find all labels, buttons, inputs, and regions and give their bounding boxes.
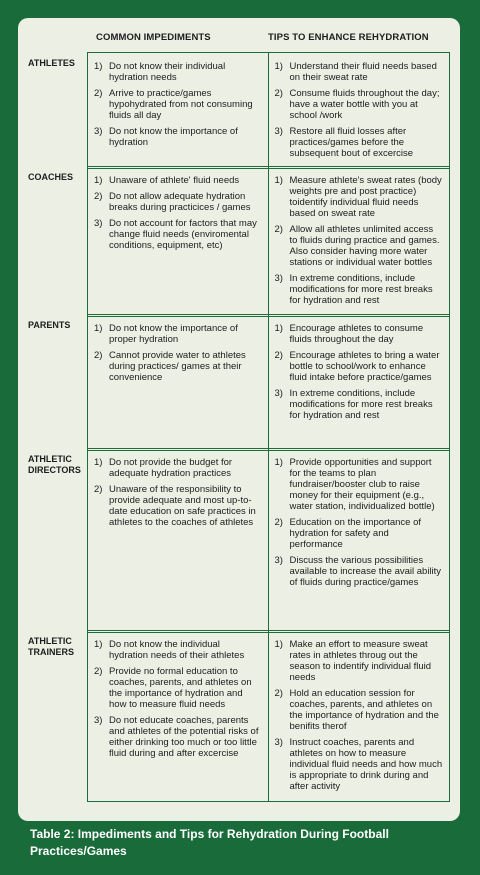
item-text: Do not know the importance of hydration [109, 126, 238, 148]
list-item [275, 737, 444, 792]
column-header-tips: TIPS TO ENHANCE REHYDRATION [268, 32, 429, 43]
table-card [18, 18, 460, 821]
table-row-athletic-directors [87, 448, 450, 633]
list-item [94, 61, 262, 83]
item-number: 1) [274, 639, 283, 650]
item-text: Unaware of the responsibility to provide adequate and most up-to-date education on safe practices in athletes to the coaches of athletes [109, 484, 256, 528]
item-number: 3) [94, 126, 103, 137]
item-text: Provide opportunities and support for the teams to plan fundraiser/booster club to raise money for their equipment (e.g., water station, individualized bottle) [289, 457, 435, 512]
item-number: 3) [94, 218, 103, 229]
item-text: Encourage athletes to bring a water bottle to school/work to enhance fluid intake before practice/games [289, 350, 440, 383]
row-label-coaches: COACHES [28, 172, 74, 182]
item-number: 2) [274, 688, 283, 699]
list-item [275, 273, 444, 306]
list-item [275, 88, 444, 121]
row-label-athletic-directors: ATHLETIC DIRECTORS [28, 454, 81, 475]
table-row-parents [87, 314, 450, 451]
item-number: 1) [274, 323, 283, 334]
item-number: 3) [94, 715, 103, 726]
item-number: 1) [94, 175, 103, 186]
tips-cell [269, 631, 450, 801]
table-row-athletes [87, 52, 450, 169]
item-text: Encourage athletes to consume fluids throughout the day [289, 323, 424, 345]
item-text: Discuss the various possibilities available to increase the avail ability of fluids during practice/games [289, 555, 442, 588]
item-number: 1) [274, 175, 283, 186]
item-number: 1) [94, 457, 103, 468]
list-item [275, 126, 444, 159]
item-number: 2) [274, 224, 283, 235]
item-text: Do not know their individual hydration needs [109, 61, 226, 83]
item-number: 2) [274, 350, 283, 361]
tips-cell [269, 315, 450, 450]
item-text: Understand their fluid needs based on their sweat rate [289, 61, 437, 83]
item-number: 3) [274, 126, 283, 137]
list-item [275, 688, 444, 732]
list-item [94, 715, 262, 759]
row-label-athletes: ATHLETES [28, 58, 75, 68]
item-number: 1) [94, 323, 103, 334]
list-item [94, 175, 262, 186]
item-number: 1) [274, 61, 283, 72]
item-number: 3) [274, 388, 283, 399]
item-text: Unaware of athlete' fluid needs [109, 175, 240, 186]
row-label-parents: PARENTS [28, 320, 71, 330]
item-text: In extreme conditions, include modifications for more rest breaks for hydration and rest [289, 388, 433, 421]
list-item [94, 323, 262, 345]
item-text: Education on the importance of hydration for safety and performance [289, 517, 422, 550]
item-number: 1) [274, 457, 283, 468]
item-number: 3) [274, 555, 283, 566]
impediments-cell [88, 53, 269, 168]
item-number: 1) [94, 61, 103, 72]
column-header-impediments: COMMON IMPEDIMENTS [96, 32, 211, 43]
impediments-cell [88, 631, 269, 801]
list-item [94, 126, 262, 148]
list-item [275, 350, 444, 383]
item-text: Do not provide the budget for adequate hydration practices [109, 457, 233, 479]
tips-cell [269, 449, 450, 632]
list-item [94, 191, 262, 213]
item-text: In extreme conditions, include modifications for more rest breaks for hydration and rest [289, 273, 433, 306]
table-caption: Table 2: Impediments and Tips for Rehydration During Football Practices/Games [30, 827, 389, 858]
list-item [275, 323, 444, 345]
list-item [275, 61, 444, 83]
impediments-cell [88, 167, 269, 316]
list-item [275, 457, 444, 512]
list-item [94, 639, 262, 661]
item-text: Do not account for factors that may change fluid needs (enviromental conditions, equipment, etc) [109, 218, 257, 251]
list-item [94, 350, 262, 383]
list-item [275, 517, 444, 550]
item-text: Cannot provide water to athletes during practices/ games at their convenience [109, 350, 246, 383]
item-number: 1) [94, 639, 103, 650]
list-item [94, 666, 262, 710]
impediments-cell [88, 315, 269, 450]
item-text: Do not know the individual hydration needs of their athletes [109, 639, 245, 661]
row-label-athletic-trainers: ATHLETIC TRAINERS [28, 636, 75, 657]
item-text: Do not allow adequate hydration breaks during practicices / games [109, 191, 251, 213]
list-item [275, 639, 444, 683]
list-item [94, 484, 262, 528]
impediments-cell [88, 449, 269, 632]
list-item [94, 457, 262, 479]
item-text: Consume fluids throughout the day; have a water bottle with you at school /work [289, 88, 440, 121]
item-number: 2) [274, 517, 283, 528]
table-row-coaches [87, 166, 450, 317]
item-text: Arrive to practice/games hypohydrated from not consuming fluids all day [109, 88, 253, 121]
item-text: Restore all fluid losses after practices/games before the subsequent bout of excercise [289, 126, 414, 159]
item-text: Instruct coaches, parents and athletes on how to measure individual fluid needs and how much is appropriate to drink during and after activity [289, 737, 443, 792]
item-number: 3) [274, 273, 283, 284]
table-row-athletic-trainers [87, 630, 450, 802]
item-number: 2) [274, 88, 283, 99]
item-text: Measure athlete's sweat rates (body weights pre and post practice) toidentify individual fluid needs based on sweat rate [289, 175, 442, 219]
item-number: 2) [94, 88, 103, 99]
tips-cell [269, 53, 450, 168]
list-item [94, 88, 262, 121]
list-item [275, 388, 444, 421]
item-text: Hold an education session for coaches, parents, and athletes on the importance of hydration and the benifits therof [289, 688, 439, 732]
item-number: 2) [94, 350, 103, 361]
item-text: Do not educate coaches, parents and athletes of the potential risks of either drinking too much or too little fluid during and after excercise [109, 715, 259, 759]
list-item [275, 175, 444, 219]
item-text: Make an effort to measure sweat rates in athletes throug out the season to indentify individual fluid needs [289, 639, 432, 683]
item-number: 2) [94, 666, 103, 677]
list-item [94, 218, 262, 251]
item-text: Allow all athletes unlimited access to fluids during practice and games. Also consider having more water stations or individual water bottles [289, 224, 440, 268]
item-number: 2) [94, 484, 103, 495]
item-text: Do not know the importance of proper hydration [109, 323, 238, 345]
tips-cell [269, 167, 450, 316]
list-item [275, 555, 444, 588]
item-number: 2) [94, 191, 103, 202]
item-text: Provide no formal education to coaches, parents, and athletes on the importance of hydration and how to measure fluid needs [109, 666, 252, 710]
list-item [275, 224, 444, 268]
item-number: 3) [274, 737, 283, 748]
